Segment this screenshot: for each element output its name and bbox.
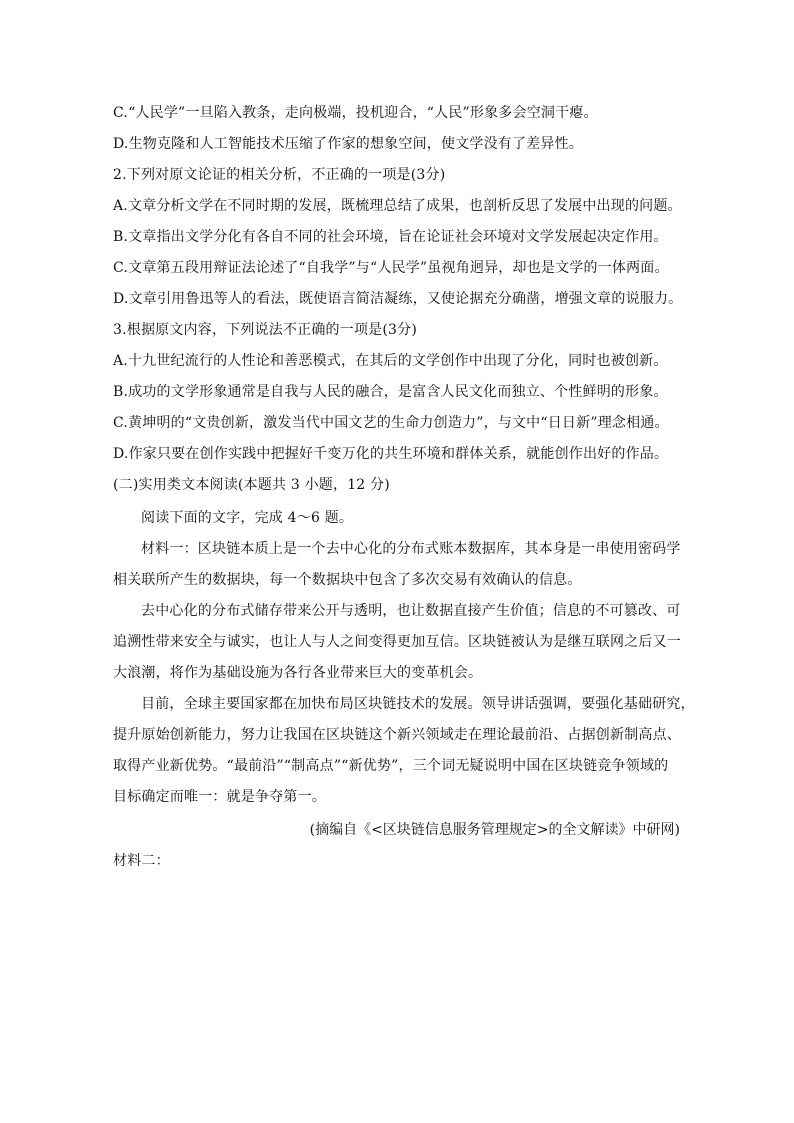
material-1-para-1-cont: 相关联所产生的数据块，每一个数据块中包含了多次交易有效确认的信息。 (113, 572, 582, 588)
option-d-q1: D.生物克隆和人工智能技术压缩了作家的想象空间，使文学没有了差异性。 (113, 136, 583, 152)
section-heading: (二)实用类文本阅读(本题共 3 小题，12 分) (113, 477, 390, 493)
option-c-q3: C.黄坤明的“文贵创新，激发当代中国文艺的生命力创造力”，与文中“日日新”理念相通。 (113, 415, 669, 431)
material-1-para-1: 材料一：区块链本质上是一个去中心化的分布式账本数据库，其本身是一串使用密码学 (141, 541, 681, 557)
option-c-q1: C.“人民学”一旦陷入教条，走向极端，投机迎合，“人民”形象多会空洞干瘪。 (113, 105, 598, 121)
material-1-para-3-cont: 提升原始创新能力，努力让我国在区块链这个新兴领域走在理论最前沿、占据创新制高点、 (113, 727, 681, 743)
question-3: 3.根据原文内容，下列说法不正确的一项是(3分) (113, 322, 417, 338)
option-b-q3: B.成功的文学形象通常是自我与人民的融合，是富含人民文化而独立、个性鲜明的形象。 (113, 384, 668, 400)
option-c-q2: C.文章第五段用辩证法论述了“自我学”与“人民学”虽视角迥异，却也是文学的一体两面。 (113, 260, 669, 276)
reading-instruction: 阅读下面的文字，完成 4～6 题。 (141, 510, 354, 526)
material-1-para-3-cont: 目标确定而唯一：就是争夺第一。 (113, 789, 326, 805)
question-2: 2.下列对原文论证的相关分析，不正确的一项是(3分) (113, 167, 446, 183)
material-1-para-3-cont: 取得产业新优势。“最前沿”“制高点”“新优势”，三个词无疑说明中国在区块链竞争领域的 (113, 758, 669, 774)
option-a-q2: A.文章分析文学在不同时期的发展，既梳理总结了成果，也剖析反思了发展中出现的问题。 (113, 198, 682, 214)
option-b-q2: B.文章指出文学分化有各自不同的社会环境，旨在论证社会环境对文学发展起决定作用。 (113, 229, 668, 245)
material-1-para-2: 去中心化的分布式储存带来公开与透明，也让数据直接产生价值；信息的不可篡改、可 (141, 603, 681, 619)
source-citation: (摘编自《<区块链信息服务管理规定>的全文解读》中研网) (309, 822, 680, 838)
material-1-para-3: 目前，全球主要国家都在加快布局区块链技术的发展。领导讲话强调，要强化基础研究， (141, 696, 695, 712)
material-1-para-2-cont: 大浪潮，将作为基础设施为各行各业带来巨大的变革机会。 (113, 665, 483, 681)
option-d-q3: D.作家只要在创作实践中把握好千变万化的共生环境和群体关系，就能创作出好的作品。 (113, 446, 669, 462)
option-d-q2: D.文章引用鲁迅等人的看法，既使语言简洁凝练，又使论据充分确凿，增强文章的说服力。 (113, 291, 683, 307)
material-2-label: 材料二： (113, 853, 170, 869)
option-a-q3: A.十九世纪流行的人性论和善恶模式，在其后的文学创作中出现了分化，同时也被创新。 (113, 353, 668, 369)
material-1-para-2-cont: 追溯性带来安全与诚实，也让人与人之间变得更加互信。区块链被认为是继互联网之后又一 (113, 634, 681, 650)
